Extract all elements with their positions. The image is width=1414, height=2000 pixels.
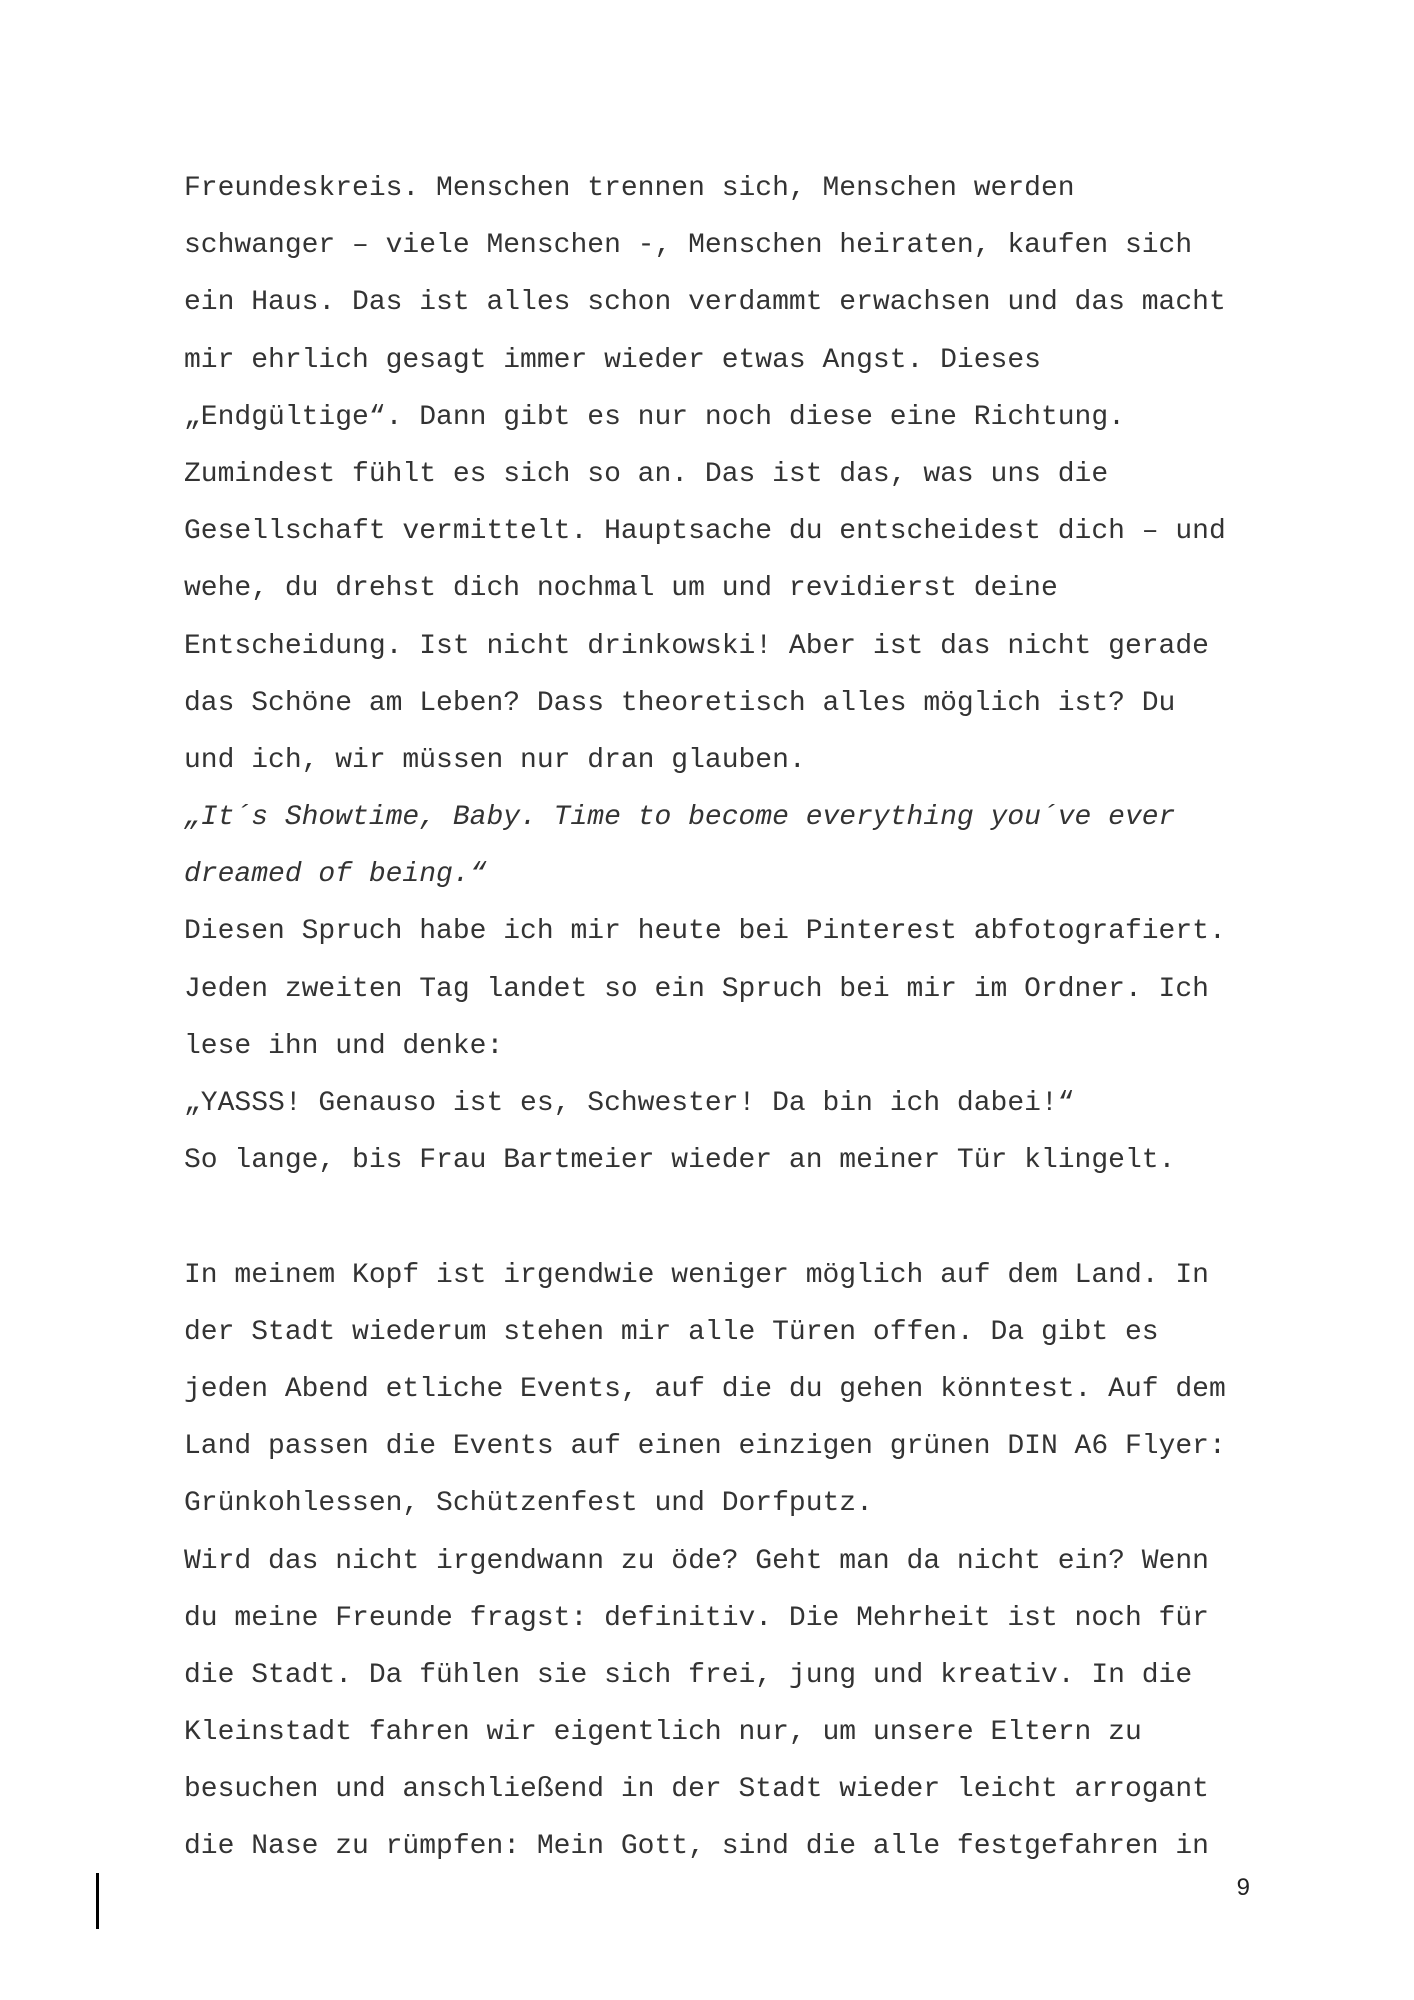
text-line: besuchen und anschließend in der Stadt wieder leicht arrogant: [184, 1774, 1209, 1806]
text-line: In meinem Kopf ist irgendwie weniger möglich auf dem Land. In: [184, 1259, 1209, 1291]
text-line: mir ehrlich gesagt immer wieder etwas Angst. Dieses: [184, 344, 1041, 376]
text-line: du meine Freunde fragst: definitiv. Die Mehrheit ist noch für: [184, 1602, 1209, 1634]
text-line: jeden Abend etliche Events, auf die du gehen könntest. Auf dem: [184, 1373, 1226, 1405]
text-line: „YASSS! Genauso ist es, Schwester! Da bin ich dabei!“: [184, 1088, 1075, 1119]
quote-line: dreamed of being.“: [184, 859, 487, 891]
text-line: Zumindest fühlt es sich so an. Das ist das, was uns die: [184, 458, 1109, 490]
text-line: das Schöne am Leben? Dass theoretisch alles möglich ist? Du: [184, 687, 1176, 719]
text-line: und ich, wir müssen nur dran glauben.: [184, 744, 806, 776]
text-line: Freundeskreis. Menschen trennen sich, Menschen werden: [184, 173, 1075, 204]
text-line: Gesellschaft vermittelt. Hauptsache du entscheidest dich – und: [184, 516, 1226, 548]
text-line: lese ihn und denke:: [184, 1030, 504, 1062]
margin-bar: [96, 1873, 99, 1929]
text-line: wehe, du drehst dich nochmal um und revidierst deine: [184, 573, 1058, 605]
text-line: So lange, bis Frau Bartmeier wieder an meiner Tür klingelt.: [184, 1145, 1176, 1177]
text-line: Kleinstadt fahren wir eigentlich nur, um unsere Eltern zu: [184, 1717, 1142, 1749]
text-line: die Stadt. Da fühlen sie sich frei, jung und kreativ. In die: [184, 1659, 1193, 1691]
body-text: [184, 160, 1284, 1876]
text-line: Diesen Spruch habe ich mir heute bei Pinterest abfotografiert.: [184, 916, 1226, 948]
text-line: Wird das nicht irgendwann zu öde? Geht man da nicht ein? Wenn: [184, 1545, 1209, 1577]
text-line: Land passen die Events auf einen einzigen grünen DIN A6 Flyer:: [184, 1431, 1226, 1463]
text-line: schwanger – viele Menschen -, Menschen heiraten, kaufen sich: [184, 230, 1193, 262]
text-line: Jeden zweiten Tag landet so ein Spruch bei mir im Ordner. Ich: [184, 973, 1209, 1005]
text-line: der Stadt wiederum stehen mir alle Türen offen. Da gibt es: [184, 1316, 1159, 1348]
quote-line: „It´s Showtime, Baby. Time to become everything you´ve ever: [184, 802, 1176, 834]
text-line: Grünkohlessen, Schützenfest und Dorfputz.: [184, 1488, 873, 1520]
text-line: „Endgültige“. Dann gibt es nur noch diese eine Richtung.: [184, 401, 1125, 433]
paragraph-gap: [184, 1189, 1284, 1246]
text-line: Entscheidung. Ist nicht drinkowski! Aber ist das nicht gerade: [184, 630, 1209, 662]
text-line: die Nase zu rümpfen: Mein Gott, sind die alle festgefahren in: [184, 1831, 1209, 1863]
text-line: ein Haus. Das ist alles schon verdammt erwachsen und das macht: [184, 287, 1226, 319]
page-number: 9: [1236, 1874, 1250, 1901]
